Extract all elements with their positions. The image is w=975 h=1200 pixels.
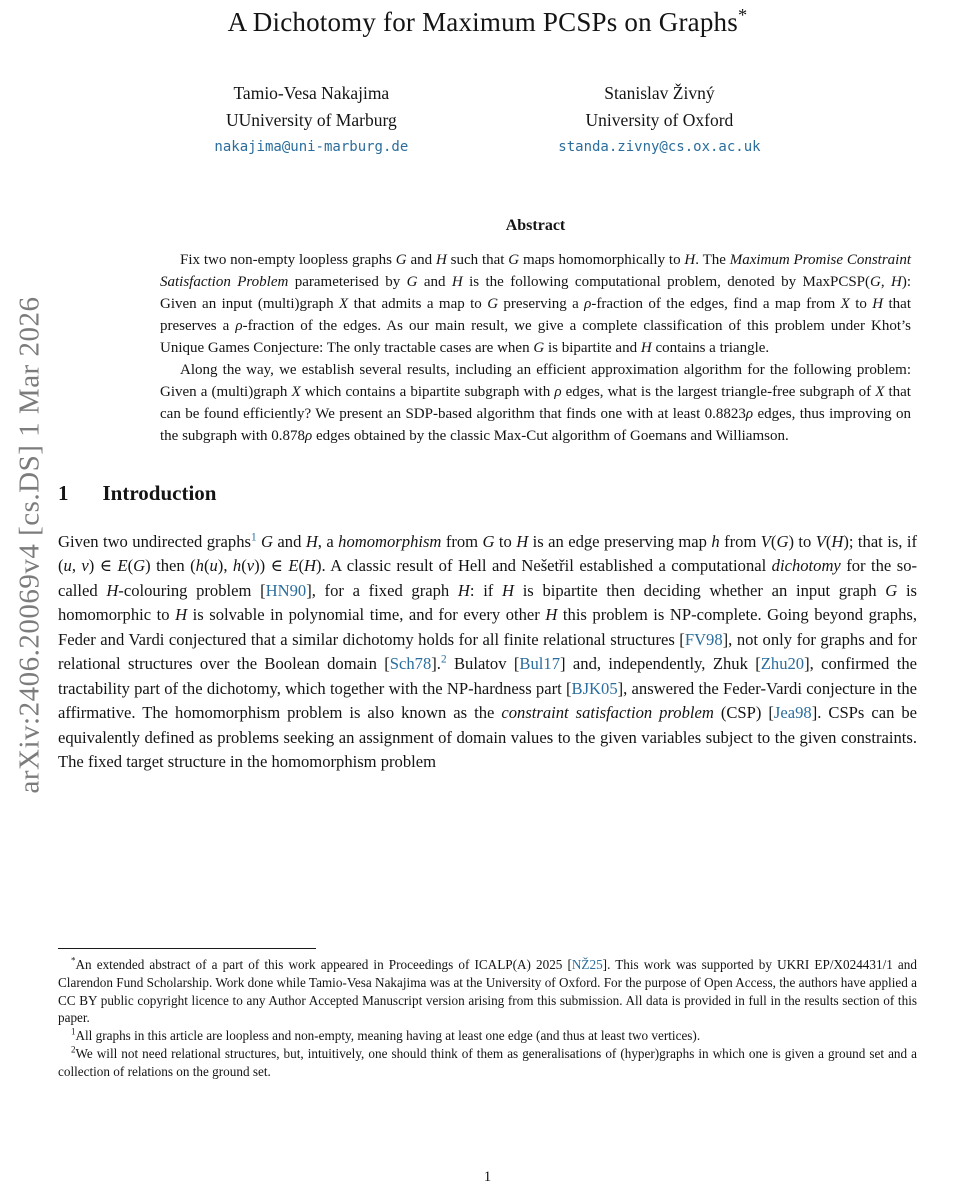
text-run: that preserves a — [160, 295, 912, 334]
text-run: -fraction of the edges. As our main result, we give a complete classification of this problem under Khot’s Unique Games Conjecture: The only tractable cases are when — [160, 317, 911, 356]
text-run: is an edge preserving map — [528, 531, 712, 551]
text-run: that can be found efficiently? We present an SDP-based algorithm that finds one with at least 0.8823 — [160, 383, 911, 422]
text-run: ). A classic result of Hell and Nešetřil established a computational — [316, 556, 772, 576]
text-run: from — [719, 531, 761, 551]
text-run: edges, thus improving on the subgraph with 0.878 — [160, 405, 911, 444]
citation-link[interactable]: HN90 — [265, 580, 307, 600]
text-run: ), — [217, 556, 233, 576]
text-run: such that — [446, 251, 509, 268]
italic-text: V — [815, 531, 826, 551]
text-run: Along the way, we establish several results, including an efficient approximation algorithm for the following problem: Given a (multi)graph — [160, 361, 911, 400]
italic-text: H — [516, 531, 529, 551]
italic-text: ρ — [745, 405, 754, 422]
superscript-marker: * — [71, 955, 76, 966]
text-run: ) ∈ — [88, 556, 118, 576]
text-run: ( — [127, 556, 134, 576]
italic-text: H — [872, 295, 884, 312]
text-run: ) to — [788, 531, 816, 551]
footnote-1 — [58, 1027, 917, 1045]
text-run: ], confirmed the tractability part of the dichotomy, which together with the NP-hardness part [ — [58, 654, 917, 698]
text-run: : if — [469, 580, 503, 600]
text-run: ); that is, if ( — [58, 531, 917, 576]
text-run: and — [417, 273, 452, 290]
italic-text: ρ — [235, 317, 243, 334]
abstract-section — [160, 217, 911, 447]
author-affiliation: University of Oxford — [585, 109, 734, 130]
text-run: ], answered the Feder-Vardi conjecture in the affirmative. The homomorphism problem is also known as the — [58, 678, 917, 723]
text-run: from — [441, 531, 483, 551]
superscript-marker: 1 — [71, 1026, 76, 1037]
italic-text: ρ — [304, 427, 313, 444]
text-run: edges, what is the largest triangle-free subgraph of — [561, 383, 876, 400]
footnote-rule — [58, 948, 316, 949]
italic-text: v — [246, 556, 255, 576]
text-run: Fix two non-empty loopless graphs — [180, 251, 396, 268]
text-run: ], not only for graphs and for relational structures over the Boolean domain [ — [58, 629, 917, 674]
text-run: parameterised by — [288, 273, 407, 290]
author-email-link[interactable]: nakajima@uni-marburg.de — [214, 138, 409, 155]
italic-text: v — [81, 556, 89, 576]
superscript-marker: * — [737, 5, 748, 25]
footnote-ref-link[interactable]: 1 — [250, 531, 257, 544]
text-run: and — [406, 251, 436, 268]
text-run: ]. — [431, 654, 441, 674]
section-title: Introduction — [102, 480, 217, 505]
italic-text: G — [261, 531, 274, 551]
author-column-right — [558, 80, 760, 161]
italic-text: E — [288, 556, 299, 576]
text-run: ( — [298, 556, 305, 576]
text-run: and — [273, 531, 306, 551]
italic-text: ρ — [554, 383, 562, 400]
italic-text: G — [482, 531, 495, 551]
text-run: is bipartite and — [544, 339, 641, 356]
text-run: ( — [203, 556, 210, 576]
text-run: -fraction of the edges, find a map from — [591, 295, 841, 312]
italic-text: G — [487, 295, 499, 312]
italic-text: E — [117, 556, 128, 576]
italic-text: homomorphism — [338, 531, 442, 551]
text-run: preserving a — [498, 295, 585, 312]
italic-text: Maximum Promise Constraint Satisfaction Problem — [160, 251, 911, 290]
citation-link[interactable]: BJK05 — [571, 678, 618, 698]
italic-text: h — [711, 531, 720, 551]
footnote-star — [58, 956, 917, 1027]
citation-link[interactable]: Bul17 — [519, 654, 560, 674]
italic-text: H — [684, 251, 696, 268]
abstract-paragraph — [160, 359, 911, 447]
italic-text: V — [760, 531, 771, 551]
section-heading — [58, 481, 917, 506]
text-run: to — [494, 531, 517, 551]
citation-link[interactable]: FV98 — [684, 629, 723, 649]
footnote-area — [58, 948, 917, 1081]
footnote-2 — [58, 1045, 917, 1081]
italic-text: u — [209, 556, 218, 576]
citation-link[interactable]: Zhu20 — [760, 654, 805, 674]
italic-text: H — [435, 251, 447, 268]
italic-text: H — [640, 339, 652, 356]
text-run: ( — [770, 531, 777, 551]
author-email-link[interactable]: standa.zivny@cs.ox.ac.uk — [558, 138, 761, 155]
author-affiliation: UUniversity of Marburg — [225, 109, 397, 130]
text-run: for the so-called — [58, 556, 918, 600]
italic-text: H — [305, 531, 318, 551]
italic-text: H — [175, 605, 188, 625]
text-run: ): Given an input (multi)graph — [160, 273, 912, 312]
text-run: ) then ( — [145, 556, 196, 576]
text-run: is bipartite then deciding whether an input graph — [514, 580, 886, 600]
text-run: ]. This work was supported by UKRI EP/X024431/1 and Clarendon Fund Scholarship. Work done while Tamio-Vesa Nakajima was at the University of Oxford. For the purpose of Open Access, the authors have applied a CC BY public copyright licence to any Author Accepted Manuscript version arising from this submission. All data is provided in full in the results section of this paper. — [58, 957, 917, 1026]
text-run: , — [71, 556, 82, 576]
italic-text: X — [840, 295, 850, 312]
text-run: )) ∈ — [254, 556, 289, 576]
italic-text: h — [195, 556, 204, 576]
italic-text: G — [395, 251, 407, 268]
page-number: 1 — [483, 1169, 492, 1185]
italic-text: G — [533, 339, 545, 356]
text-run: A Dichotomy for Maximum PCSPs on Graphs — [227, 7, 738, 37]
text-run: contains a triangle. — [651, 339, 770, 356]
citation-link[interactable]: Sch78 — [389, 654, 432, 674]
italic-text: H — [106, 580, 119, 600]
text-run: ]. CSPs can be equivalently defined as problems seeking an assignment of domain values to the given variables subject to the given constraints. The fixed target structure in the homomorphism problem — [58, 703, 918, 772]
text-run: is homomorphic to — [58, 580, 918, 625]
citation-link[interactable]: NŽ25 — [571, 957, 603, 972]
italic-text: dichotomy — [771, 556, 841, 576]
text-run: is the following computational problem, denoted by MaxPCSP( — [462, 273, 871, 290]
text-run: An extended abstract of a part of this work appeared in Proceedings of ICALP(A) 2025 [ — [75, 957, 572, 972]
italic-text: X — [339, 295, 349, 312]
abstract-paragraph — [160, 249, 911, 359]
text-run: ] and, independently, Zhuk [ — [560, 654, 761, 674]
text-run: ( — [241, 556, 247, 576]
italic-text: X — [875, 383, 885, 400]
italic-text: G — [870, 273, 881, 290]
text-run: ( — [825, 531, 832, 551]
italic-text: G — [776, 531, 789, 551]
text-run: edges obtained by the classic Max-Cut algorithm of Goemans and Williamson. — [312, 427, 789, 444]
text-run: Given two undirected graphs — [58, 531, 251, 551]
italic-text: H — [831, 531, 844, 551]
text-run: that admits a map to — [348, 295, 488, 312]
author-block — [58, 80, 917, 161]
italic-text: X — [291, 383, 301, 400]
text-run: maps homomorphically to — [519, 251, 685, 268]
text-run: All graphs in this article are loopless and non-empty, meaning having at least one edge (and thus at least two vertices). — [75, 1028, 701, 1044]
text-run: , a — [317, 531, 339, 551]
body-paragraph — [58, 530, 917, 775]
superscript-marker: 2 — [71, 1044, 76, 1055]
italic-text: H — [502, 580, 514, 600]
italic-text: H — [304, 556, 316, 576]
text-run: to — [849, 295, 873, 312]
italic-text: ρ — [584, 295, 592, 312]
italic-text: u — [63, 556, 72, 576]
italic-text: H — [451, 273, 463, 290]
italic-text: h — [232, 556, 242, 576]
arxiv-watermark: arXiv:2406.20069v4 [cs.DS] 1 Mar 2026 — [13, 296, 46, 794]
text-run: . The — [695, 251, 730, 268]
italic-text: H — [891, 273, 902, 290]
section-number: 1 — [58, 480, 69, 505]
text-run: this problem is NP-complete. Going beyond graphs, Feder and Vardi conjectured that a similar dichotomy holds for all finite relational structures [ — [58, 605, 917, 649]
footnote-ref-link[interactable]: 2 — [440, 653, 447, 666]
text-run: We will not need relational structures, but, intuitively, one should think of them as generalisations of (hyper)graphs in which one is given a ground set and a collection of relations on the ground set. — [58, 1045, 917, 1079]
text-run: which contains a bipartite subgraph with — [300, 383, 555, 400]
italic-text: G — [406, 273, 418, 290]
text-run: is solvable in polynomial time, and for every other — [187, 605, 546, 625]
text-run: (CSP) [ — [713, 703, 774, 723]
author-name: Tamio-Vesa Nakajima — [233, 82, 390, 103]
italic-text: G — [508, 251, 520, 268]
text-run: -colouring problem [ — [118, 580, 266, 600]
citation-link[interactable]: Jea98 — [773, 703, 812, 723]
italic-text: H — [545, 605, 558, 625]
paper-title — [58, 6, 917, 40]
text-run: , — [880, 273, 891, 290]
text-run: Bulatov [ — [446, 654, 520, 674]
italic-text: G — [133, 556, 146, 576]
abstract-heading: Abstract — [505, 216, 566, 234]
text-run: ], for a fixed graph — [306, 580, 458, 600]
author-column-left — [214, 80, 408, 161]
italic-text: H — [457, 580, 470, 600]
italic-text: G — [885, 580, 898, 600]
italic-text: constraint satisfaction problem — [501, 703, 714, 723]
author-name: Stanislav Živný — [604, 82, 715, 103]
